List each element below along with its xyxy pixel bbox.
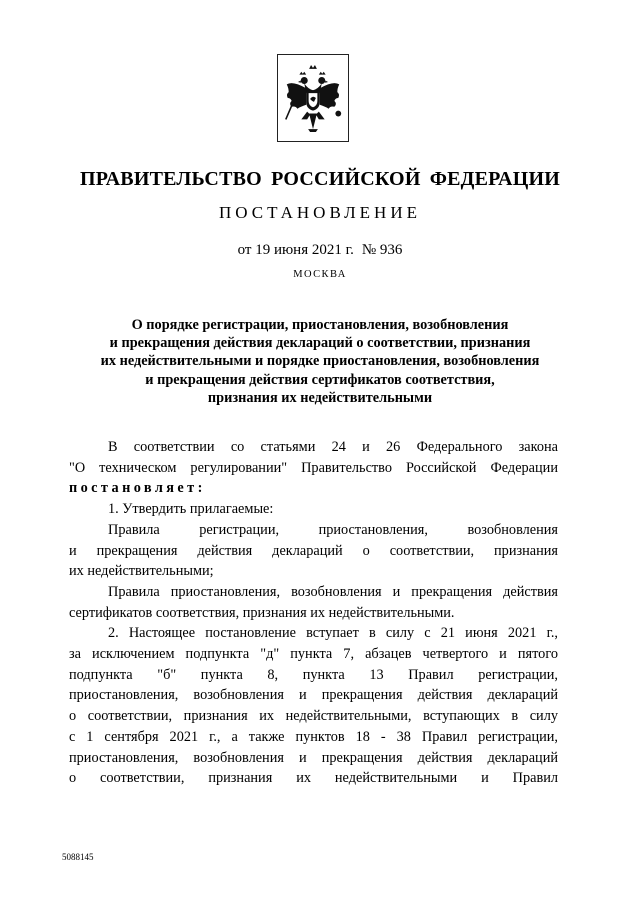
body-line: подпункта "б" пункта 8, пункта 13 Правил регистрации, (69, 666, 558, 683)
body-line-decree: постановляет: (69, 480, 206, 497)
body-line: о соответствии, признания их недействительными, вступающих в силу (69, 708, 558, 725)
body-line: 2. Настоящее постановление вступает в силу с 21 июня 2021 г., (108, 625, 558, 642)
body-line: их недействительными; (69, 563, 214, 580)
russian-coat-of-arms-icon (278, 55, 348, 141)
document-city: МОСКВА (293, 269, 347, 280)
body-line: о соответствии, признания их недействительными и Правил (69, 770, 558, 787)
subject-line: О порядке регистрации, приостановления, возобновления (131, 317, 509, 333)
document-number: № 936 (361, 242, 403, 258)
body-line: В соответствии со статьями 24 и 26 Федерального закона (108, 439, 558, 455)
body-line: приостановления, возобновления и прекращения действия деклараций (69, 687, 558, 704)
body-line: и прекращения действия деклараций о соответствии, признания (69, 542, 558, 559)
document-body (69, 437, 558, 789)
document-date-line (0, 242, 640, 259)
document-date: от 19 июня 2021 г. (237, 242, 354, 258)
subject-line: и прекращения действия деклараций о соответствии, признания (109, 335, 531, 352)
body-line: "О техническом регулировании" Правительство Российской Федерации (69, 459, 558, 476)
body-line: Правила регистрации, приостановления, возобновления (108, 521, 558, 538)
body-line: Правила приостановления, возобновления и прекращения действия (108, 583, 558, 600)
subject-line: и прекращения действия сертификатов соответствия, (145, 371, 495, 388)
subject-line: признания их недействительными (207, 389, 433, 406)
subject-line: их недействительными и порядке приостановления, возобновления (100, 353, 540, 370)
body-line: за исключением подпункта "д" пункта 7, абзацев четвертого и пятого (69, 646, 558, 663)
body-line: сертификатов соответствия, признания их недействительными. (69, 604, 455, 621)
document-subject (60, 316, 580, 407)
coat-of-arms-emblem (277, 54, 349, 142)
body-line: с 1 сентября 2021 г., а также пунктов 18 - 38 Правил регистрации, (69, 728, 558, 745)
body-line: приостановления, возобновления и прекращения действия деклараций (69, 749, 558, 766)
body-line: 1. Утвердить прилагаемые: (108, 501, 274, 518)
document-code: 5088145 (62, 852, 94, 862)
government-title: ПРАВИТЕЛЬСТВО РОССИЙСКОЙ ФЕДЕРАЦИИ (80, 168, 560, 190)
document-type: ПОСТАНОВЛЕНИЕ (218, 203, 421, 222)
